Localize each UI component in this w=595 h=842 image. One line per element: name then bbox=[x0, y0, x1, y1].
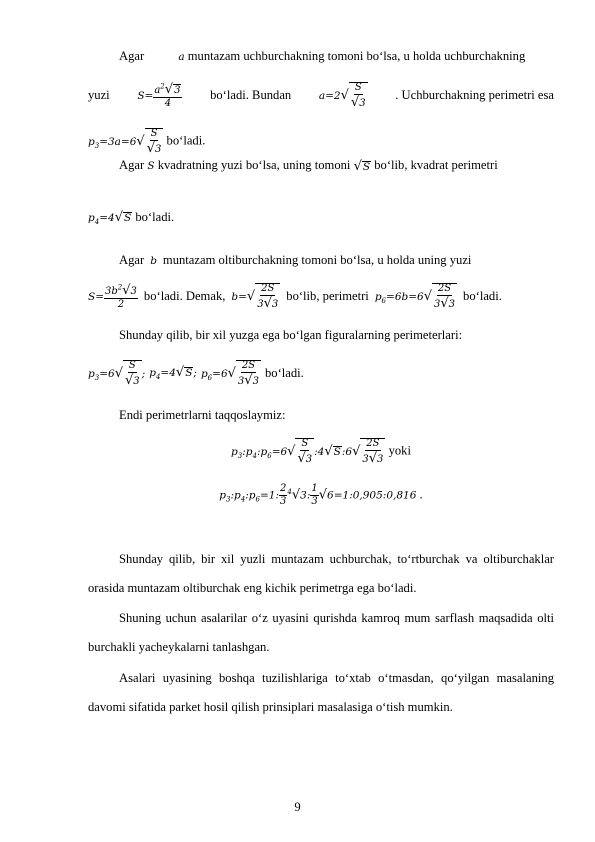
formula-b-side: b=√ $\frac{2S}{3√3}$ bbox=[231, 283, 279, 311]
text-demak: bo‘ladi. Demak, bbox=[143, 289, 226, 303]
paragraph-bees: Shuning uchun asalarilar o‘z uyasini qurishda kamroq mum sarflash maqsadida olti burchakli yacheykalarni tanlashgan. bbox=[88, 611, 554, 654]
text-perimetri: bo‘lib, perimetri bbox=[286, 289, 369, 303]
line-ratio-2: $p_3:p_4:p_6=1$: $\frac{2}{3}$ $^4$√3: $\frac{1}{3}$ √6=1:0,905:0,816 . bbox=[219, 483, 423, 507]
formula-triangle-area: S= $\frac{a^2√3}{4}$ bbox=[137, 81, 181, 109]
text-boladi-2: bo‘ladi. bbox=[135, 210, 175, 224]
formula-p4: $p_4=4√S$ bbox=[88, 210, 132, 227]
formula-p6: $p_6=6b=6√$ $\frac{2S}{3√3}$ bbox=[374, 283, 456, 311]
paragraph-conclusion: Shunday qilib, bir xil yuzli muntazam uchburchak, to‘rtburchak va oltiburchaklar orasida muntazam oltiburchak eng kichik perimetrga ega bo‘ladi. bbox=[88, 552, 554, 595]
paragraph-compare bbox=[119, 408, 285, 423]
text-perimeter-esa: . Uchburchakning perimetri esa bbox=[395, 88, 554, 102]
paragraph-summary bbox=[119, 328, 554, 343]
text-agar: Agar bbox=[119, 49, 145, 63]
paragraph-hexagon bbox=[119, 253, 554, 268]
text-bundan: bo‘ladi. Bundan bbox=[210, 88, 292, 102]
line-perimeters bbox=[88, 360, 304, 387]
formula-ratio-2: $p_3:p_4:p_6=1$: $\frac{2}{3}$ $^4$√3: $\frac{1}{3}$ √6=1:0,905:0,816 bbox=[219, 483, 417, 507]
line-p3 bbox=[88, 128, 205, 155]
text-compare: Endi perimetrlarni taqqoslaymiz: bbox=[119, 408, 286, 422]
text-boladi-3: bo‘ladi. bbox=[463, 289, 502, 303]
text-agar-3: Agar bbox=[119, 253, 145, 267]
paragraph-parquet: Asalari uyasining boshqa tuzilishlariga to‘xtab o‘tmasdan, qo‘yilgan masalaning davomi sifatida parket hosil qilish prinsiplari masalasiga o‘tish mumkin. bbox=[88, 671, 554, 714]
text-yoki: yoki bbox=[388, 443, 411, 458]
formula-s: S bbox=[147, 160, 155, 173]
text-hexagon-side: muntazam oltiburchakning tomoni bo‘lsa, u holda uning yuzi bbox=[162, 253, 472, 267]
line-triangle-area bbox=[88, 82, 554, 109]
formula-p4-summary: $p_4=4√S$; bbox=[149, 365, 197, 382]
formula-hexagon-area: S= $\frac{3b^2√3}{2}$ bbox=[88, 282, 137, 310]
formula-sqrt-s: √S bbox=[353, 158, 371, 174]
text-triangle-side: muntazam uchburchakning tomoni bo‘lsa, u holda uchburchakning bbox=[187, 49, 526, 63]
text-perimeters: Shunday qilib, bir xil yuzga ega bo‘lgan figuralarning perimeterlari: bbox=[119, 328, 463, 342]
formula-p3-summary: $p_3=6√$ $\frac{S}{√3}$ ; bbox=[88, 360, 146, 388]
line-ratio-1 bbox=[88, 438, 554, 465]
formula-a: a bbox=[178, 50, 185, 63]
text-boladi-4: bo‘ladi. bbox=[264, 366, 304, 380]
formula-p3: $p_3=3a=6√$ $\frac{S}{√3}$ bbox=[88, 128, 162, 156]
line-p4 bbox=[88, 210, 174, 226]
text-yuzi: yuzi bbox=[88, 88, 110, 102]
page-number: 9 bbox=[294, 800, 301, 814]
formula-ratio-1: $p_3:p_4:p_6=6√$ $\frac{S}{√3}$ :4√S:6√ $\frac{2S}{3√3}$ bbox=[231, 438, 384, 466]
text-boladi-1: bo‘ladi. bbox=[166, 133, 206, 148]
line-hexagon-area bbox=[88, 283, 554, 310]
text-agar-2: Agar bbox=[119, 158, 145, 172]
paragraph-square bbox=[119, 158, 554, 174]
formula-b: b bbox=[150, 254, 157, 267]
text-square-area: kvadratning yuzi bo‘lsa, uning tomoni bbox=[157, 158, 351, 172]
formula-p6-summary: $p_6=6√$ $\frac{2S}{3√3}$ bbox=[200, 360, 259, 388]
text-square-perimeter: bo‘lib, kvadrat perimetri bbox=[374, 158, 498, 172]
paragraph-triangle bbox=[88, 42, 554, 72]
formula-a-side: a=2√ $\frac{S}{√3}$ bbox=[318, 82, 366, 110]
